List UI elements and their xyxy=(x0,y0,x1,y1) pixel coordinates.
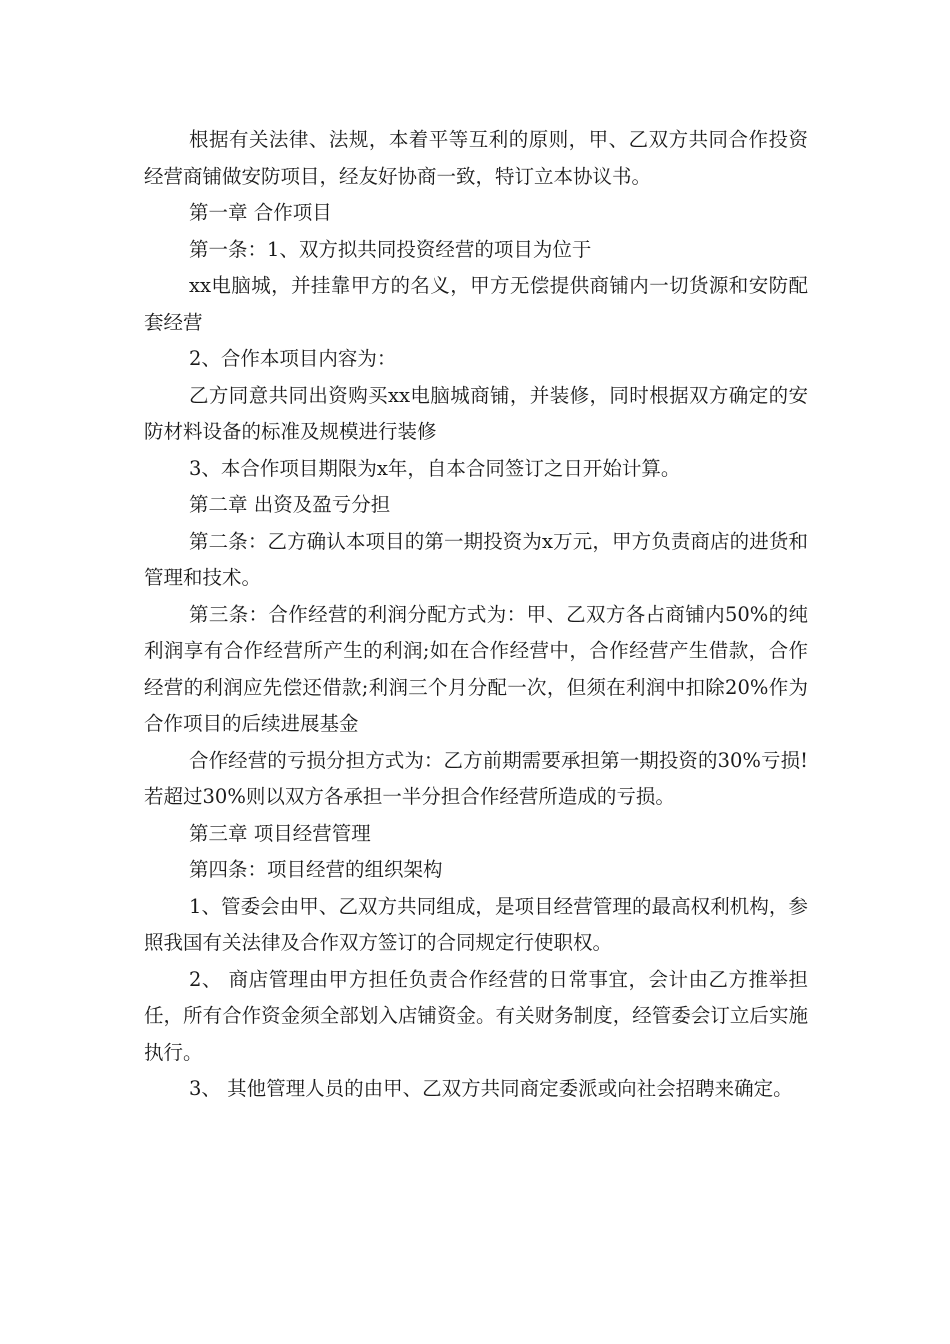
item-2-paragraph: 2、合作本项目内容为： xyxy=(189,347,397,370)
article-3-paragraph: 第三条：合作经营的利润分配方式为：甲、乙双方各占商铺内50%的纯利润享有合作经营所产生的利润;如在合作经营中，合作经营产生借款，合作经营的利润应先偿还借款;利润三个月分配一次，但须在利润中扣除20%作为合作项目的后续进展基金 xyxy=(144,602,808,735)
item-3-paragraph: 3、本合作项目期限为x年，自本合同签订之日开始计算。 xyxy=(189,456,681,480)
preamble-paragraph: 根据有关法律、法规，本着平等互利的原则，甲、乙双方共同合作投资经营商铺做安防项目，经友好协商一致，特订立本协议书。 xyxy=(144,128,808,188)
article-4-item-2-paragraph: 2、 商店管理由甲方担任负责合作经营的日常事宜，会计由乙方推举担任，所有合作资金须全部划入店铺资金。有关财务制度，经管委会订立后实施执行。 xyxy=(144,967,808,1064)
chapter-2-heading: 第二章 出资及盈亏分担 xyxy=(189,493,391,516)
document-body xyxy=(144,122,808,1108)
article-1-paragraph: 第一条：1、双方拟共同投资经营的项目为位于 xyxy=(189,237,592,261)
article-4-item-1-paragraph: 1、管委会由甲、乙双方共同组成，是项目经营管理的最高权利机构，参照我国有关法律及合作双方签订的合同规定行使职权。 xyxy=(144,894,808,954)
article-4-paragraph: 第四条：项目经营的组织架构 xyxy=(189,858,443,881)
article-2-paragraph: 第二条：乙方确认本项目的第一期投资为x万元，甲方负责商店的进货和管理和技术。 xyxy=(144,529,808,589)
loss-sharing-paragraph: 合作经营的亏损分担方式为：乙方前期需要承担第一期投资的30%亏损!若超过30%则以双方各承担一半分担合作经营所造成的亏损。 xyxy=(144,748,808,808)
chapter-3-heading: 第三章 项目经营管理 xyxy=(189,821,371,845)
chapter-1-heading: 第一章 合作项目 xyxy=(189,201,332,224)
item-2-content-paragraph: 乙方同意共同出资购买xx电脑城商铺，并装修，同时根据双方确定的安防材料设备的标准及规模进行装修 xyxy=(144,383,808,443)
article-4-item-3-paragraph: 3、 其他管理人员的由甲、乙双方共同商定委派或向社会招聘来确定。 xyxy=(189,1077,793,1100)
article-1-continuation: xx电脑城，并挂靠甲方的名义，甲方无偿提供商铺内一切货源和安防配套经营 xyxy=(144,274,808,334)
